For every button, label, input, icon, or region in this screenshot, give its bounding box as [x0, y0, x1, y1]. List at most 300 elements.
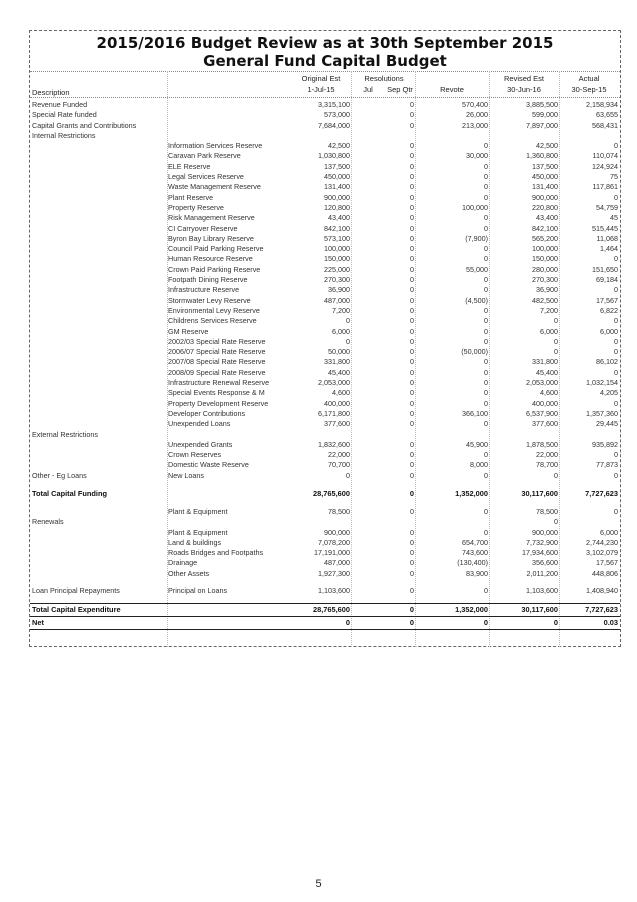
- original-est-cell: 225,000: [324, 264, 350, 274]
- row-description: Revenue Funded: [32, 100, 88, 109]
- table-row: [30, 254, 620, 264]
- actual-cell: 0: [614, 316, 618, 326]
- revote-cell: (130,400): [457, 558, 488, 568]
- actual-cell: 0: [614, 192, 618, 202]
- res-sep-cell: 0: [410, 120, 414, 130]
- row-item: Risk Management Reserve: [168, 213, 255, 223]
- row-item: Plant & Equipment: [168, 506, 228, 516]
- row-item: 2008/09 Special Rate Reserve: [168, 367, 266, 377]
- res-sep-cell: 0: [410, 100, 414, 109]
- row-item: 2006/07 Special Rate Reserve: [168, 347, 266, 357]
- actual-cell: 0: [614, 347, 618, 357]
- row-description: Internal Restrictions: [32, 130, 96, 140]
- actual-cell: 7,727,623: [585, 488, 618, 498]
- row-description: Total Capital Expenditure: [32, 605, 121, 615]
- revised-est-cell: 356,600: [532, 558, 558, 568]
- actual-cell: 0: [614, 398, 618, 408]
- header-actual: Actual: [578, 74, 600, 83]
- revote-cell: 570,400: [462, 100, 488, 109]
- table-row: [30, 234, 620, 244]
- original-est-cell: 70,700: [328, 460, 350, 470]
- revote-cell: 213,000: [462, 120, 488, 130]
- total-row: [30, 488, 620, 500]
- row-item: Drainage: [168, 558, 198, 568]
- revote-cell: 0: [484, 527, 488, 537]
- revote-cell: 1,352,000: [455, 605, 488, 615]
- actual-cell: 1,408,940: [586, 586, 618, 596]
- original-est-cell: 487,000: [324, 295, 350, 305]
- total-row: [30, 603, 620, 616]
- revised-est-cell: 7,732,900: [526, 537, 558, 547]
- revised-est-cell: 22,000: [536, 450, 558, 460]
- actual-cell: 29,445: [596, 419, 618, 429]
- revote-cell: 45,900: [466, 439, 488, 449]
- original-est-cell: 377,600: [324, 419, 350, 429]
- revote-cell: 0: [484, 506, 488, 516]
- res-sep-cell: 0: [410, 254, 414, 264]
- original-est-cell: 842,100: [324, 223, 350, 233]
- revised-est-cell: 1,360,800: [526, 151, 558, 161]
- actual-cell: 6,000: [600, 527, 618, 537]
- row-item: Infrastructure Renewal Reserve: [168, 378, 270, 388]
- revote-cell: 0: [484, 326, 488, 336]
- revised-est-cell: 30,117,600: [521, 605, 558, 615]
- original-est-cell: 331,800: [324, 357, 350, 367]
- table-row: [30, 182, 620, 192]
- revote-cell: 0: [484, 357, 488, 367]
- revote-cell: 0: [484, 586, 488, 596]
- header-revote: Revote: [440, 85, 464, 94]
- header-original-est: Original Est: [301, 74, 341, 83]
- revised-est-cell: 3,885,500: [526, 100, 558, 109]
- table-row: [30, 569, 620, 579]
- res-sep-cell: 0: [410, 223, 414, 233]
- revised-est-cell: 400,000: [532, 398, 558, 408]
- original-est-cell: 573,000: [324, 110, 350, 120]
- res-sep-cell: 0: [410, 172, 414, 182]
- actual-cell: 6,822: [600, 305, 618, 315]
- table-row: [30, 203, 620, 213]
- actual-cell: 2,744,230: [586, 537, 618, 547]
- row-item: Waste Management Reserve: [168, 182, 261, 192]
- actual-cell: 1,464: [600, 244, 618, 254]
- revised-est-cell: 482,500: [532, 295, 558, 305]
- revote-cell: (4,500): [465, 295, 488, 305]
- revote-cell: 0: [484, 275, 488, 285]
- row-item: Byron Bay Library Reserve: [168, 233, 254, 243]
- original-est-cell: 28,765,600: [313, 488, 350, 498]
- res-sep-cell: 0: [410, 378, 414, 388]
- revised-est-cell: 0: [554, 470, 558, 480]
- revote-cell: 0: [484, 450, 488, 460]
- revised-est-cell: 100,000: [532, 244, 558, 254]
- spacer-row: [30, 596, 620, 603]
- table-row: [30, 151, 620, 161]
- res-sep-cell: 0: [410, 558, 414, 568]
- original-est-cell: 22,000: [328, 450, 350, 460]
- original-est-cell: 1,832,600: [318, 439, 350, 449]
- original-est-cell: 120,800: [324, 202, 350, 212]
- res-sep-cell: 0: [410, 336, 414, 346]
- res-sep-cell: 0: [410, 357, 414, 367]
- actual-cell: 2,158,934: [586, 100, 618, 109]
- original-est-cell: 4,600: [332, 388, 350, 398]
- row-item: Caravan Park Reserve: [168, 151, 241, 161]
- original-est-cell: 7,200: [332, 305, 350, 315]
- table-row: [30, 368, 620, 378]
- actual-cell: 0: [614, 336, 618, 346]
- res-sep-cell: 0: [410, 182, 414, 192]
- original-est-cell: 50,000: [328, 347, 350, 357]
- header-revised-date: 30-Jun-16: [507, 85, 541, 94]
- row-item: Plant Reserve: [168, 192, 214, 202]
- original-est-cell: 1,927,300: [318, 568, 350, 578]
- revised-est-cell: 6,537,900: [526, 408, 558, 418]
- table-row: [30, 275, 620, 285]
- table-row: [30, 327, 620, 337]
- header-divider-bottom: [30, 97, 620, 98]
- original-est-cell: 131,400: [324, 182, 350, 192]
- revote-cell: 8,000: [470, 460, 488, 470]
- row-item: Unexpended Grants: [168, 439, 233, 449]
- original-est-cell: 1,103,600: [318, 586, 350, 596]
- res-sep-cell: 0: [410, 244, 414, 254]
- table-row: [30, 224, 620, 234]
- row-item: CI Carryover Reserve: [168, 223, 238, 233]
- row-item: Council Paid Parking Reserve: [168, 244, 264, 254]
- row-item: Principal on Loans: [168, 586, 228, 596]
- row-item: Stormwater Levy Reserve: [168, 295, 251, 305]
- original-est-cell: 900,000: [324, 527, 350, 537]
- revote-cell: 1,352,000: [455, 488, 488, 498]
- revote-cell: 30,000: [466, 151, 488, 161]
- actual-cell: 77,873: [596, 460, 618, 470]
- revote-cell: 0: [484, 141, 488, 151]
- table-row: [30, 193, 620, 203]
- revote-cell: 0: [484, 367, 488, 377]
- revised-est-cell: 137,500: [532, 161, 558, 171]
- original-est-cell: 100,000: [324, 244, 350, 254]
- table-row: [30, 528, 620, 538]
- original-est-cell: 270,300: [324, 275, 350, 285]
- table-row: [30, 265, 620, 275]
- table-row: [30, 337, 620, 347]
- row-item: New Loans: [168, 470, 204, 480]
- row-item: Special Events Response & M: [168, 388, 265, 398]
- actual-cell: 11,068: [596, 233, 618, 243]
- revote-cell: 0: [484, 172, 488, 182]
- res-sep-cell: 0: [410, 460, 414, 470]
- page-subtitle: General Fund Capital Budget: [203, 52, 447, 70]
- revised-est-cell: 78,500: [536, 506, 558, 516]
- revised-est-cell: 36,900: [536, 285, 558, 295]
- header-actual-date: 30-Sep-15: [571, 85, 607, 94]
- revote-cell: 0: [484, 254, 488, 264]
- res-sep-cell: 0: [410, 506, 414, 516]
- table-row: [30, 121, 620, 131]
- header-divider-top: [30, 71, 620, 72]
- revised-est-cell: 2,011,200: [526, 568, 558, 578]
- spacer-row: [30, 579, 620, 586]
- actual-cell: 4,205: [600, 388, 618, 398]
- actual-cell: 0: [614, 285, 618, 295]
- actual-cell: 69,184: [596, 275, 618, 285]
- res-sep-cell: 0: [410, 548, 414, 558]
- table-row: [30, 316, 620, 326]
- revised-est-cell: 900,000: [532, 192, 558, 202]
- table-row: [30, 285, 620, 295]
- res-sep-cell: 0: [410, 161, 414, 171]
- table-row: [30, 538, 620, 548]
- res-sep-cell: 0: [410, 326, 414, 336]
- res-sep-cell: 0: [410, 192, 414, 202]
- revote-cell: 0: [484, 182, 488, 192]
- res-sep-cell: 0: [410, 439, 414, 449]
- actual-cell: 0: [614, 367, 618, 377]
- revote-cell: 654,700: [462, 537, 488, 547]
- actual-cell: 110,074: [592, 151, 618, 161]
- actual-cell: 45: [610, 213, 618, 223]
- revised-est-cell: 7,897,000: [526, 120, 558, 130]
- res-sep-cell: 0: [410, 141, 414, 151]
- row-item: Land & buildings: [168, 537, 222, 547]
- actual-cell: 1,357,360: [586, 408, 618, 418]
- table-row: [30, 419, 620, 429]
- res-sep-cell: 0: [410, 295, 414, 305]
- table-row: [30, 460, 620, 470]
- res-sep-cell: 0: [410, 151, 414, 161]
- revote-cell: 0: [483, 618, 488, 628]
- revote-cell: 0: [484, 398, 488, 408]
- actual-cell: 0: [614, 450, 618, 460]
- actual-cell: 515,445: [592, 223, 618, 233]
- original-est-cell: 7,078,200: [318, 537, 350, 547]
- row-item: Roads Bridges and Footpaths: [168, 548, 264, 558]
- res-sep-cell: 0: [410, 233, 414, 243]
- table-row: [30, 296, 620, 306]
- revised-est-cell: 331,800: [532, 357, 558, 367]
- actual-cell: 86,102: [596, 357, 618, 367]
- revised-est-cell: 565,200: [532, 233, 558, 243]
- row-item: 2002/03 Special Rate Reserve: [168, 336, 266, 346]
- original-est-cell: 42,500: [328, 141, 350, 151]
- row-description: External Restrictions: [32, 429, 98, 439]
- revote-cell: 0: [484, 388, 488, 398]
- res-sep-cell: 0: [410, 419, 414, 429]
- original-est-cell: 150,000: [324, 254, 350, 264]
- header-description: Description: [32, 88, 70, 97]
- revote-cell: 0: [484, 305, 488, 315]
- revised-est-cell: 17,934,600: [522, 548, 558, 558]
- page-number: 5: [315, 878, 322, 890]
- revised-est-cell: 0: [553, 618, 558, 628]
- table-row: [30, 586, 620, 596]
- res-sep-cell: 0: [410, 202, 414, 212]
- revote-cell: (7,900): [465, 233, 488, 243]
- revised-est-cell: 270,300: [532, 275, 558, 285]
- original-est-cell: 7,684,000: [318, 120, 350, 130]
- res-sep-cell: 0: [410, 537, 414, 547]
- revised-est-cell: 450,000: [532, 172, 558, 182]
- actual-cell: 17,567: [596, 295, 618, 305]
- row-item: Human Resource Reserve: [168, 254, 253, 264]
- table-row: [30, 162, 620, 172]
- revote-cell: 0: [484, 244, 488, 254]
- revote-cell: 0: [484, 316, 488, 326]
- revised-est-cell: 30,117,600: [521, 488, 558, 498]
- row-description: Special Rate funded: [32, 110, 97, 120]
- res-sep-cell: 0: [410, 388, 414, 398]
- res-sep-cell: 0: [409, 605, 414, 615]
- revised-est-cell: 2,053,000: [526, 378, 558, 388]
- revised-est-cell: 900,000: [532, 527, 558, 537]
- header-res-sep: Sep Qtr: [387, 85, 413, 94]
- revote-cell: 0: [484, 192, 488, 202]
- res-sep-cell: 0: [410, 110, 414, 120]
- actual-cell: 7,727,623: [585, 605, 618, 615]
- revised-est-cell: 150,000: [532, 254, 558, 264]
- row-item: Environmental Levy Reserve: [168, 305, 260, 315]
- revote-cell: 0: [484, 470, 488, 480]
- revised-est-cell: 220,800: [532, 202, 558, 212]
- revote-cell: 26,000: [466, 110, 488, 120]
- revised-est-cell: 0: [554, 517, 558, 527]
- actual-cell: 935,892: [592, 439, 618, 449]
- table-row: [30, 517, 620, 527]
- table-row: [30, 399, 620, 409]
- table-row: [30, 409, 620, 419]
- revised-est-cell: 43,400: [536, 213, 558, 223]
- original-est-cell: 900,000: [324, 192, 350, 202]
- revised-est-cell: 1,878,500: [526, 439, 558, 449]
- actual-cell: 54,759: [596, 202, 618, 212]
- table-row: [30, 306, 620, 316]
- res-sep-cell: 0: [410, 470, 414, 480]
- original-est-cell: 2,053,000: [318, 378, 350, 388]
- revote-cell: (50,000): [461, 347, 488, 357]
- row-description: Total Capital Funding: [32, 488, 107, 498]
- revised-est-cell: 377,600: [532, 419, 558, 429]
- actual-cell: 63,655: [596, 110, 618, 120]
- revote-cell: 0: [484, 285, 488, 295]
- actual-cell: 124,924: [592, 161, 618, 171]
- original-est-cell: 6,171,800: [318, 408, 350, 418]
- original-est-cell: 17,191,000: [314, 548, 350, 558]
- original-est-cell: 400,000: [324, 398, 350, 408]
- revised-est-cell: 7,200: [540, 305, 558, 315]
- actual-cell: 75: [610, 172, 618, 182]
- spacer-row: [30, 481, 620, 488]
- table-row: [30, 450, 620, 460]
- table-row: [30, 440, 620, 450]
- row-item: GM Reserve: [168, 326, 209, 336]
- original-est-cell: 0: [346, 470, 350, 480]
- original-est-cell: 28,765,600: [313, 605, 350, 615]
- table-row: [30, 507, 620, 517]
- res-sep-cell: 0: [410, 367, 414, 377]
- actual-cell: 17,567: [596, 558, 618, 568]
- original-est-cell: 43,400: [328, 213, 350, 223]
- revised-est-cell: 0: [554, 316, 558, 326]
- actual-cell: 151,650: [592, 264, 618, 274]
- revote-cell: 366,100: [462, 408, 488, 418]
- revised-est-cell: 78,700: [536, 460, 558, 470]
- header-resolutions: Resolutions: [364, 74, 404, 83]
- row-description: Other - Eg Loans: [32, 470, 87, 480]
- revote-cell: 743,600: [462, 548, 488, 558]
- row-item: ELE Reserve: [168, 161, 211, 171]
- original-est-cell: 0: [345, 618, 350, 628]
- original-est-cell: 3,315,100: [318, 100, 350, 109]
- actual-cell: 568,431: [592, 120, 618, 130]
- revised-est-cell: 280,000: [532, 264, 558, 274]
- row-item: Footpath Dining Reserve: [168, 275, 248, 285]
- table-row: [30, 558, 620, 568]
- res-sep-cell: 0: [410, 586, 414, 596]
- row-item: Childrens Services Reserve: [168, 316, 257, 326]
- actual-cell: 0: [614, 141, 618, 151]
- row-description: Net: [32, 618, 44, 628]
- row-item: Infrastructure Reserve: [168, 285, 240, 295]
- original-est-cell: 1,030,800: [318, 151, 350, 161]
- res-sep-cell: 0: [409, 488, 414, 498]
- row-item: Property Reserve: [168, 202, 224, 212]
- revote-cell: 0: [484, 419, 488, 429]
- res-sep-cell: 0: [410, 285, 414, 295]
- revote-cell: 55,000: [466, 264, 488, 274]
- revote-cell: 0: [484, 378, 488, 388]
- actual-cell: 0: [614, 470, 618, 480]
- table-row: [30, 141, 620, 151]
- res-sep-cell: 0: [410, 213, 414, 223]
- actual-cell: 3,102,079: [586, 548, 618, 558]
- revote-cell: 0: [484, 213, 488, 223]
- original-est-cell: 0: [346, 316, 350, 326]
- res-sep-cell: 0: [410, 568, 414, 578]
- table-row: [30, 388, 620, 398]
- res-sep-cell: 0: [410, 305, 414, 315]
- row-item: Unexpended Loans: [168, 419, 231, 429]
- table-row: [30, 172, 620, 182]
- actual-cell: 0.03: [603, 618, 618, 628]
- revote-cell: 83,900: [466, 568, 488, 578]
- revote-cell: 0: [484, 161, 488, 171]
- actual-cell: 0: [614, 506, 618, 516]
- table-row: [30, 213, 620, 223]
- spacer-row: [30, 500, 620, 507]
- actual-cell: 0: [614, 254, 618, 264]
- header-res-jul: Jul: [363, 85, 373, 94]
- original-est-cell: 137,500: [324, 161, 350, 171]
- table-row: [30, 357, 620, 367]
- revised-est-cell: 599,000: [532, 110, 558, 120]
- revote-cell: 100,000: [462, 202, 488, 212]
- row-item: Property Development Reserve: [168, 398, 269, 408]
- res-sep-cell: 0: [410, 316, 414, 326]
- total-row: [30, 616, 620, 630]
- actual-cell: 6,000: [600, 326, 618, 336]
- actual-cell: 117,861: [592, 182, 618, 192]
- revised-est-cell: 4,600: [540, 388, 558, 398]
- revised-est-cell: 6,000: [540, 326, 558, 336]
- row-item: Crown Paid Parking Reserve: [168, 264, 261, 274]
- row-item: Other Assets: [168, 568, 210, 578]
- row-item: Plant & Equipment: [168, 527, 228, 537]
- revote-cell: 0: [484, 336, 488, 346]
- table-row: [30, 548, 620, 558]
- table-row: [30, 347, 620, 357]
- res-sep-cell: 0: [410, 408, 414, 418]
